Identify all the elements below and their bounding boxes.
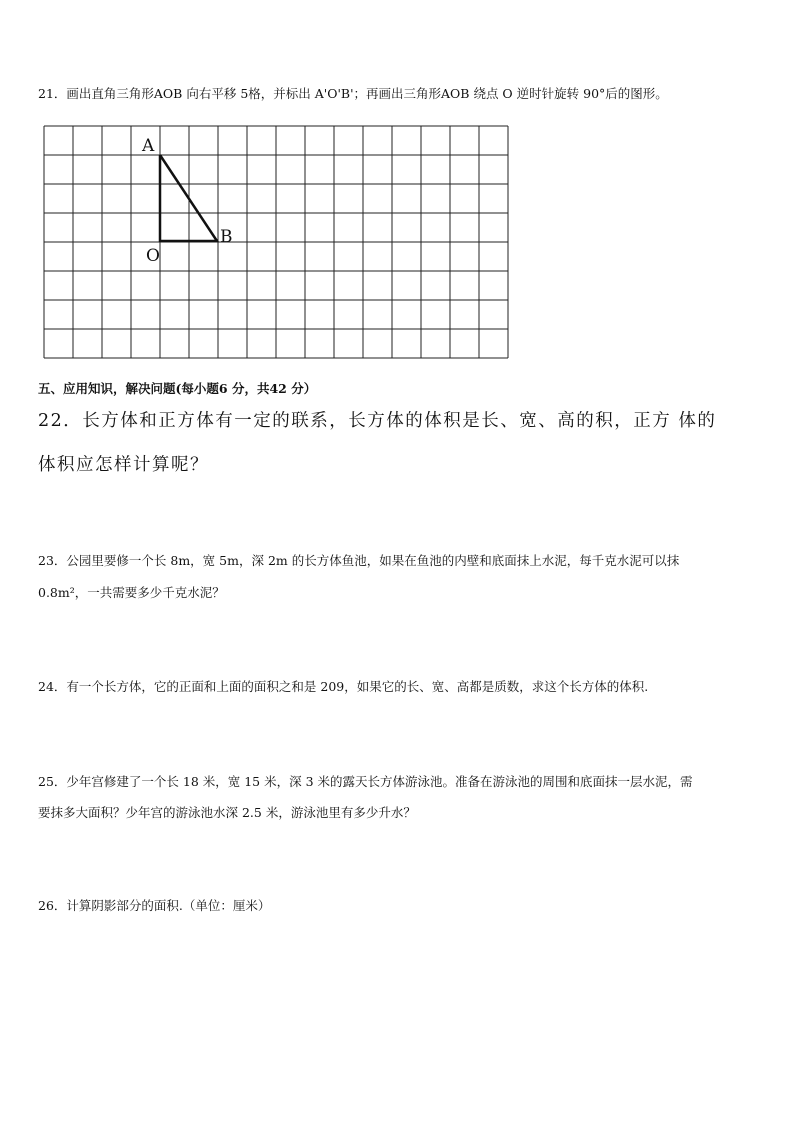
question-25-line2: 要抹多大面积？少年宫的游泳池水深 2.5 米，游泳池里有多少升水？: [38, 805, 416, 820]
section-5-title: 五、应用知识，解决问题(每小题6 分，共42 分）: [38, 381, 317, 396]
grid-figure: [43, 125, 511, 361]
question-23-line2: 0.8m²，一共需要多少千克水泥？: [38, 585, 225, 600]
label-a: A: [142, 136, 155, 156]
label-b: B: [220, 227, 233, 247]
question-22-line2: 体积应怎样计算呢？: [38, 455, 209, 475]
question-22-line1: 22．长方体和正方体有一定的联系，长方体的体积是长、宽、高的积，正方 体的: [38, 411, 717, 431]
question-23-line1: 23．公园里要修一个长 8m，宽 5m，深 2m 的长方体鱼池，如果在鱼池的内壁和底面抹上水泥，每千克水泥可以抹: [38, 553, 680, 568]
question-26-text: 26．计算阴影部分的面积.（单位：厘米）: [38, 898, 271, 913]
question-25-line1: 25．少年宫修建了一个长 18 米，宽 15 米，深 3 米的露天长方体游泳池。准备在游泳池的周围和底面抹一层水泥，需: [38, 774, 693, 789]
grid-lines: [44, 126, 508, 358]
question-21-text: 21．画出直角三角形AOB 向右平移 5格，并标出 A'O'B'；再画出三角形AOB 绕点 O 逆时针旋转 90°后的图形。: [38, 86, 668, 101]
label-o: O: [146, 246, 160, 266]
question-24-text: 24．有一个长方体，它的正面和上面的面积之和是 209，如果它的长、宽、高都是质数，求这个长方体的体积.: [38, 679, 649, 694]
